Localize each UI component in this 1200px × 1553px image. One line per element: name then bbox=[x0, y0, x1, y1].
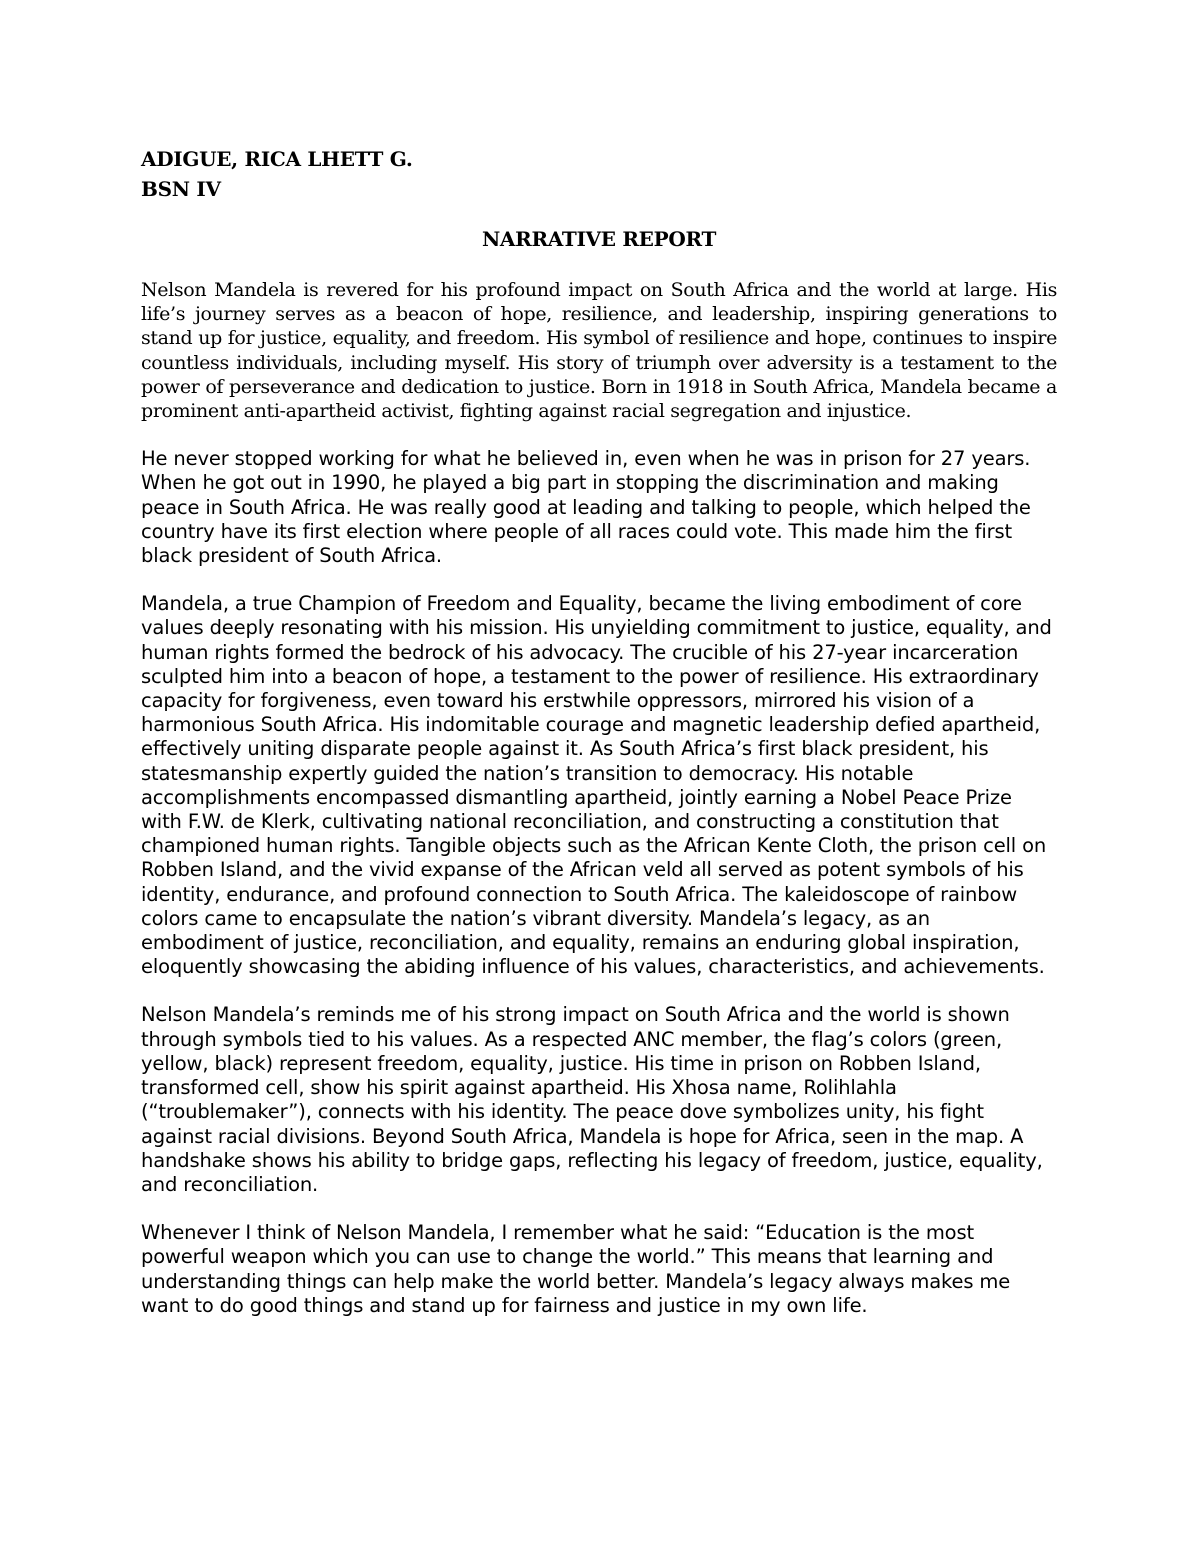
paragraph-4: Nelson Mandela’s reminds me of his strong impact on South Africa and the world is shown through symbols tied to his values. As a respected ANC member, the flag’s colors (green, yellow, black) represent freedom, equality, justice. His time in prison on Robben Island, transformed cell, show his spirit against apartheid. His Xhosa name, Rolihlahla (“troublemaker”), connects with his identity. The peace dove symbolizes unity, his fight against racial divisions. Beyond South Africa, Mandela is hope for Africa, seen in the map. A handshake shows his ability to bridge gaps, reflecting his legacy of freedom, justice, equality, and reconciliation. bbox=[141, 1003, 1043, 1196]
paragraph-1: Nelson Mandela is revered for his profound impact on South Africa and the world at large. His life’s journey serves as a beacon of hope, resilience, and leadership, inspiring generations to stand up for justice, equality, and freedom. His symbol of resilience and hope, continues to inspire countless individuals, including myself. His story of triumph over adversity is a testament to the power of perseverance and dedication to justice. Born in 1918 in South Africa, Mandela became a prominent anti-apartheid activist, fighting against racial segregation and injustice. bbox=[141, 279, 1057, 423]
report-title: NARRATIVE REPORT bbox=[481, 227, 717, 251]
course-level: BSN IV bbox=[141, 177, 221, 201]
paragraph-5: Whenever I think of Nelson Mandela, I remember what he said: “Education is the most powerful weapon which you can use to change the world.” This means that learning and understanding things can help make the world better. Mandela’s legacy always makes me want to do good things and stand up for fairness and justice in my own life. bbox=[141, 1221, 1011, 1317]
paragraph-3: Mandela, a true Champion of Freedom and Equality, became the living embodiment of core values deeply resonating with his mission. His unyielding commitment to justice, equality, and human rights formed the bedrock of his advocacy. The crucible of his 27-year incarceration sculpted him into a beacon of hope, a testament to the power of resilience. His extraordinary capacity for forgiveness, even toward his erstwhile oppressors, mirrored his vision of a harmonious South Africa. His indomitable courage and magnetic leadership defied apartheid, effectively uniting disparate people against it. As South Africa’s first black president, his statesmanship expertly guided the nation’s transition to democracy. His notable accomplishments encompassed dismantling apartheid, jointly earning a Nobel Peace Prize with F.W. de Klerk, cultivating national reconciliation, and constructing a constitution that championed human rights. Tangible objects such as the African Kente Cloth, the prison cell on Robben Island, and the vivid expanse of the African veld all served as potent symbols of his identity, endurance, and profound connection to South Africa. The kaleidoscope of rainbow colors came to encapsulate the nation’s vibrant diversity. Mandela’s legacy, as an embodiment of justice, reconciliation, and equality, remains an enduring global inspiration, eloquently showcasing the abiding influence of his values, characteristics, and achievements. bbox=[141, 592, 1052, 979]
author-header bbox=[141, 144, 841, 204]
author-name: ADIGUE, RICA LHETT G. bbox=[141, 147, 413, 171]
paragraph-2: He never stopped working for what he believed in, even when he was in prison for 27 years. When he got out in 1990, he played a big part in stopping the discrimination and making peace in South Africa. He was really good at leading and talking to people, which helped the country have its first election where people of all races could vote. This made him the first black president of South Africa. bbox=[141, 447, 1031, 568]
report-body bbox=[141, 278, 1057, 1342]
